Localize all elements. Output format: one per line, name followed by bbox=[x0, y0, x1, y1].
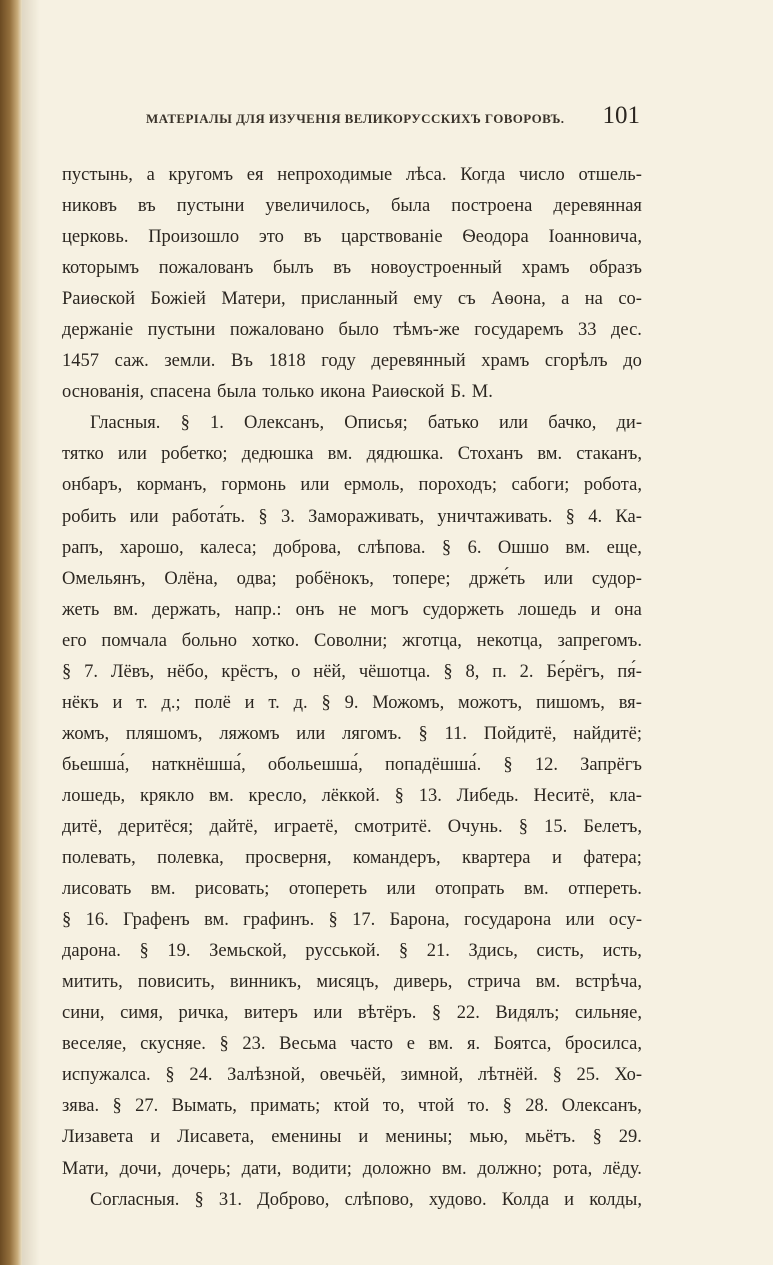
text-line: Омельянъ, Олёна, одва; робёнокъ, топере; држе́ть или судор- bbox=[62, 568, 642, 589]
gutter-shadow bbox=[22, 0, 40, 1265]
text-line: сини, симя, ричка, витеръ или вѣтёръ. § 22. Видялъ; сильняе, bbox=[62, 1003, 642, 1024]
text-line: веселяе, скусняе. § 23. Весьма часто е вм. я. Боятса, бросилса, bbox=[62, 1034, 642, 1055]
text-line: § 7. Лёвъ, нёбо, крёстъ, о нёй, чёшотца. § 8, п. 2. Бе́рёгъ, пя́- bbox=[62, 661, 642, 682]
text-line: 1457 саж. земли. Въ 1818 году деревянный храмъ сгорѣлъ до bbox=[62, 351, 642, 372]
text-line: дитё, деритёся; дайтё, играетё, смотритё. Очунь. § 15. Белетъ, bbox=[62, 816, 642, 837]
text-line: никовъ въ пустыни увеличилось, была построена деревянная bbox=[62, 196, 642, 217]
running-header bbox=[62, 104, 642, 138]
book-page bbox=[62, 104, 642, 1216]
text-line: § 16. Графенъ вм. графинъ. § 17. Барона, государона или осу- bbox=[62, 910, 642, 931]
text-line: Мати, дочи, дочерь; дати, водити; доложно вм. должно; рота, лёду. bbox=[62, 1158, 642, 1179]
text-line: испужалса. § 24. Залѣзной, овечьёй, зимной, лѣтнёй. § 25. Хо- bbox=[62, 1065, 642, 1086]
text-line: жеть вм. держать, напр.: онъ не могъ судоржеть лошедь и она bbox=[62, 599, 642, 620]
text-line: жомъ, пляшомъ, ляжомъ или лягомъ. § 11. Пойдитё, найдитё; bbox=[62, 723, 642, 744]
text-line: Раиѳской Божіей Матери, присланный ему съ Аѳона, а на со- bbox=[62, 289, 642, 310]
text-line: робить или работа́ть. § 3. Замораживать, уничтаживать. § 4. Ка- bbox=[62, 506, 642, 527]
text-line: пустынь, а кругомъ ея непроходимые лѣса. Когда число отшель- bbox=[62, 165, 642, 185]
book-spine bbox=[0, 0, 22, 1265]
text-line: Гласныя. § 1. Олексанъ, Описья; батько или бачко, ди- bbox=[90, 413, 642, 434]
text-line: бьешша́, наткнёшша́, обольешша́, попадёшша́. § 12. Запрёгъ bbox=[62, 754, 642, 775]
text-line: митить, повисить, винникъ, мисяцъ, диверь, стрича вм. встрѣча, bbox=[62, 972, 642, 993]
text-line: Согласныя. § 31. Доброво, слѣпово, худово. Колда и колды, bbox=[90, 1189, 642, 1210]
text-line: его помчала больно хотко. Соволни; жготца, некотца, запрегомъ. bbox=[62, 630, 642, 651]
text-line: церковь. Произошло это въ царствованіе Ѳеодора Іоанновича, bbox=[62, 227, 642, 248]
text-line: нёкъ и т. д.; полё и т. д. § 9. Можомъ, можотъ, пишомъ, вя- bbox=[62, 692, 642, 713]
text-line: полевать, полевка, просверня, командеръ, квартера и фатера; bbox=[62, 848, 642, 869]
text-line: тятко или робетко; дедюшка вм. дядюшка. Стоханъ вм. стаканъ, bbox=[62, 444, 642, 465]
text-line: держаніе пустыни пожаловано было тѣмъ-же государемъ 33 дес. bbox=[62, 320, 642, 341]
text-line: онбаръ, корманъ, гормонь или ермоль, пороходъ; сабоги; робота, bbox=[62, 475, 642, 496]
page-number: 101 bbox=[602, 102, 640, 129]
text-line: рапъ, харошо, калеса; доброва, слѣпова. § 6. Ошшо вм. еще, bbox=[62, 537, 642, 558]
running-title: МАТЕРІАЛЫ ДЛЯ ИЗУЧЕНІЯ ВЕЛИКОРУССКИХЪ ГОВОРОВЪ. bbox=[146, 111, 565, 126]
text-line: которымъ пожалованъ былъ въ новоустроенный храмъ образъ bbox=[62, 258, 642, 279]
text-line: дарона. § 19. Земьской, русськой. § 21. Здись, систь, исть, bbox=[62, 941, 642, 962]
text-line: лошедь, крякло вм. кресло, лёккой. § 13. Либедь. Неситё, кла- bbox=[62, 785, 642, 806]
text-line: лисовать вм. рисовать; отопереть или отопрать вм. отпереть. bbox=[62, 879, 642, 900]
text-line: зява. § 27. Вымать, примать; ктой то, чтой то. § 28. Олексанъ, bbox=[62, 1096, 642, 1117]
text-line: основанія, спасена была только икона Раиѳской Б. М. bbox=[62, 382, 493, 403]
body-text bbox=[62, 160, 642, 1216]
text-line: Лизавета и Лисавета, еменины и менины; мью, мьётъ. § 29. bbox=[62, 1127, 642, 1148]
